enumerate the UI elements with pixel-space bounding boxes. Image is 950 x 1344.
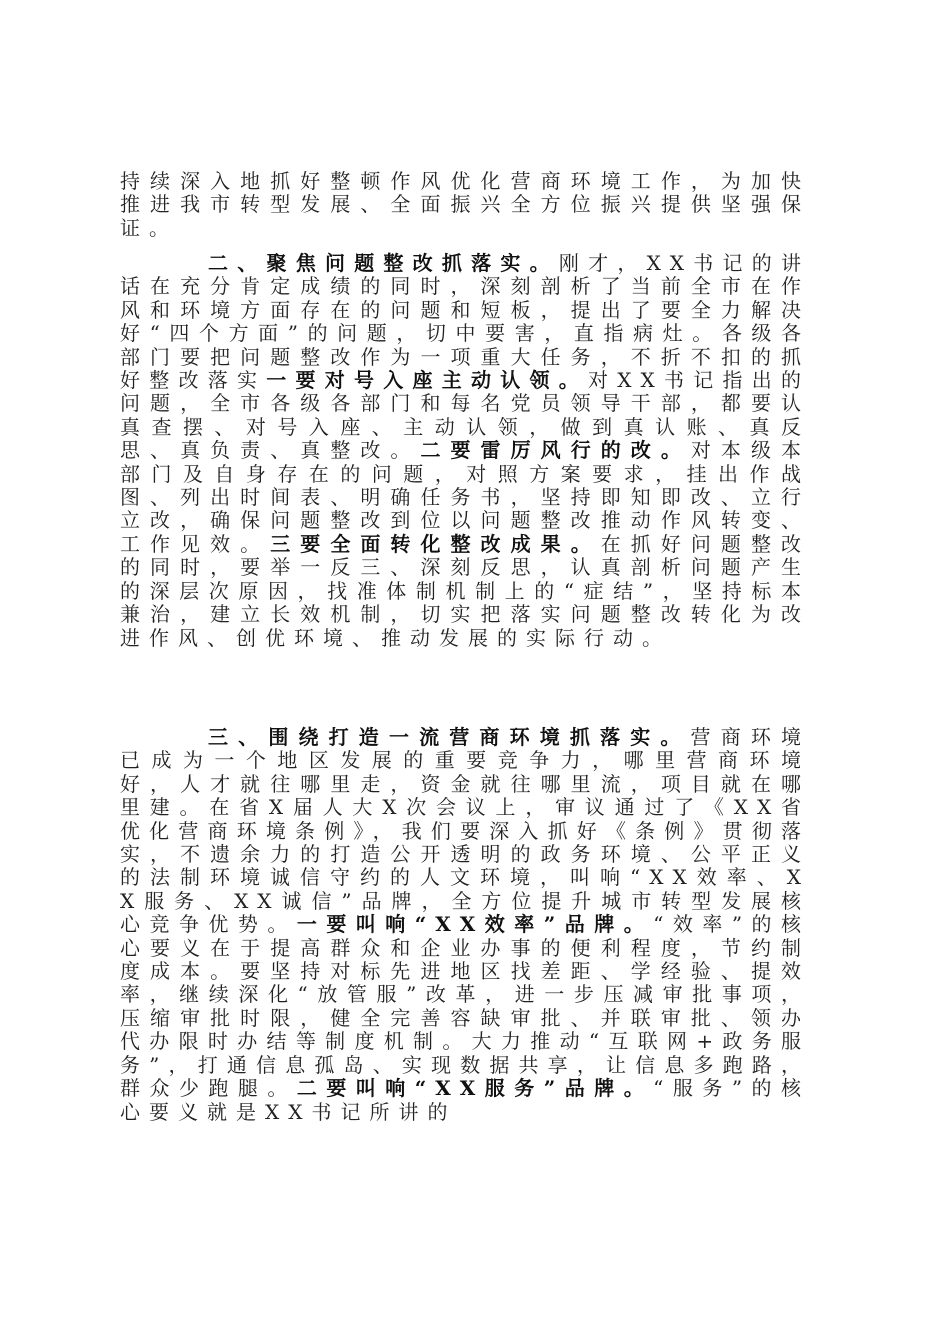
section-heading-3: 三、围绕打造一流营商环境抓落实。 [208, 725, 691, 749]
paragraph-3-text-a: 营商环境已成为一个地区发展的重要竞争力，哪里营商环境好，人才就往哪里走，资金就往哪里流，项目就在哪里建。在省X届人大X次会议上，审议通过了《XX省优化营商环境条例》，我们要深入抓好《条例》贯彻落实，不遗余力的打造公开透明的政务环境、公平正义的法制环境诚信守约的人文环境，叫响“XX效率、XX服务、XX诚信”品牌，全方位提升城市转型发展核心竞争优势。 [120, 725, 811, 937]
paragraph-2-point-1: 一要对号入座主动认领。 [266, 368, 589, 393]
paragraph-3-point-2: 二要叫响“XX服务”品牌。 [296, 1076, 654, 1101]
paragraph-2-body [120, 252, 810, 650]
paragraph-1 [120, 170, 810, 240]
paragraph-2-text-a: 刚才，XX书记的讲话在充分肯定成绩的同时，深刻剖析了当前全市在作风和环境方面存在的问题和短板，提出了要全力解决好“四个方面”的问题，切中要害，直指病灶。各级各部门要把问题整改作为一项重大任务，不折不扣的抓好整改落实 [120, 251, 810, 393]
paragraph-2-text-d: 在抓好问题整改的同时，要举一反三、深刻反思，认真剖析问题产生的深层次原因，找准体制机制上的“症结”，坚持标本兼治，建立长效机制，切实把落实问题整改转化为改进作风、创优环境、推动发展的实际行动。 [120, 531, 811, 650]
paragraph-2-text-b: 对XX书记指出的问题，全市各级各部门和每名党员领导干部，都要认真查摆、对号入座、主动认领，做到真认账、真反思、真负责、真整改。 [120, 368, 811, 463]
paragraph-2 [120, 252, 810, 650]
paragraph-2-point-2: 二要雷厉风行的改。 [420, 438, 691, 463]
paragraph-3-point-1: 一要叫响“XX效率”品牌。 [296, 912, 654, 937]
paragraph-3 [120, 726, 810, 1124]
paragraph-3-text-c: “服务”的核心要义就是XX书记所讲的 [120, 1076, 811, 1124]
paragraph-3-text-b: “效率”的核心要义在于提高群众和企业办事的便利程度，节约制度成本。要坚持对标先进地区找差距、学经验、提效率，继续深化“放管服”改革，进一步压减审批事项，压缩审批时限，健全完善容缺审批、并联审批、领办代办限时办结等制度机制。大力推动“互联网+政务服务”，打通信息孤岛、实现数据共享，让信息多跑路，群众少跑腿。 [120, 912, 811, 1101]
paragraph-2-text-c: 对本级本部门及自身存在的问题，对照方案要求，挂出作战图、列出时间表、明确任务书，坚持即知即改、立行立改，确保问题整改到位以问题整改推动作风转变、工作见效。 [120, 438, 811, 556]
paragraph-3-body [120, 726, 810, 1124]
section-heading-2: 二、聚焦问题整改抓落实。 [208, 251, 559, 275]
paragraph-1-text: 持续深入地抓好整顿作风优化营商环境工作，为加快推进我市转型发展、全面振兴全方位振兴提供坚强保证。 [120, 169, 810, 240]
paragraph-2-point-3: 三要全面转化整改成果。 [270, 531, 601, 556]
